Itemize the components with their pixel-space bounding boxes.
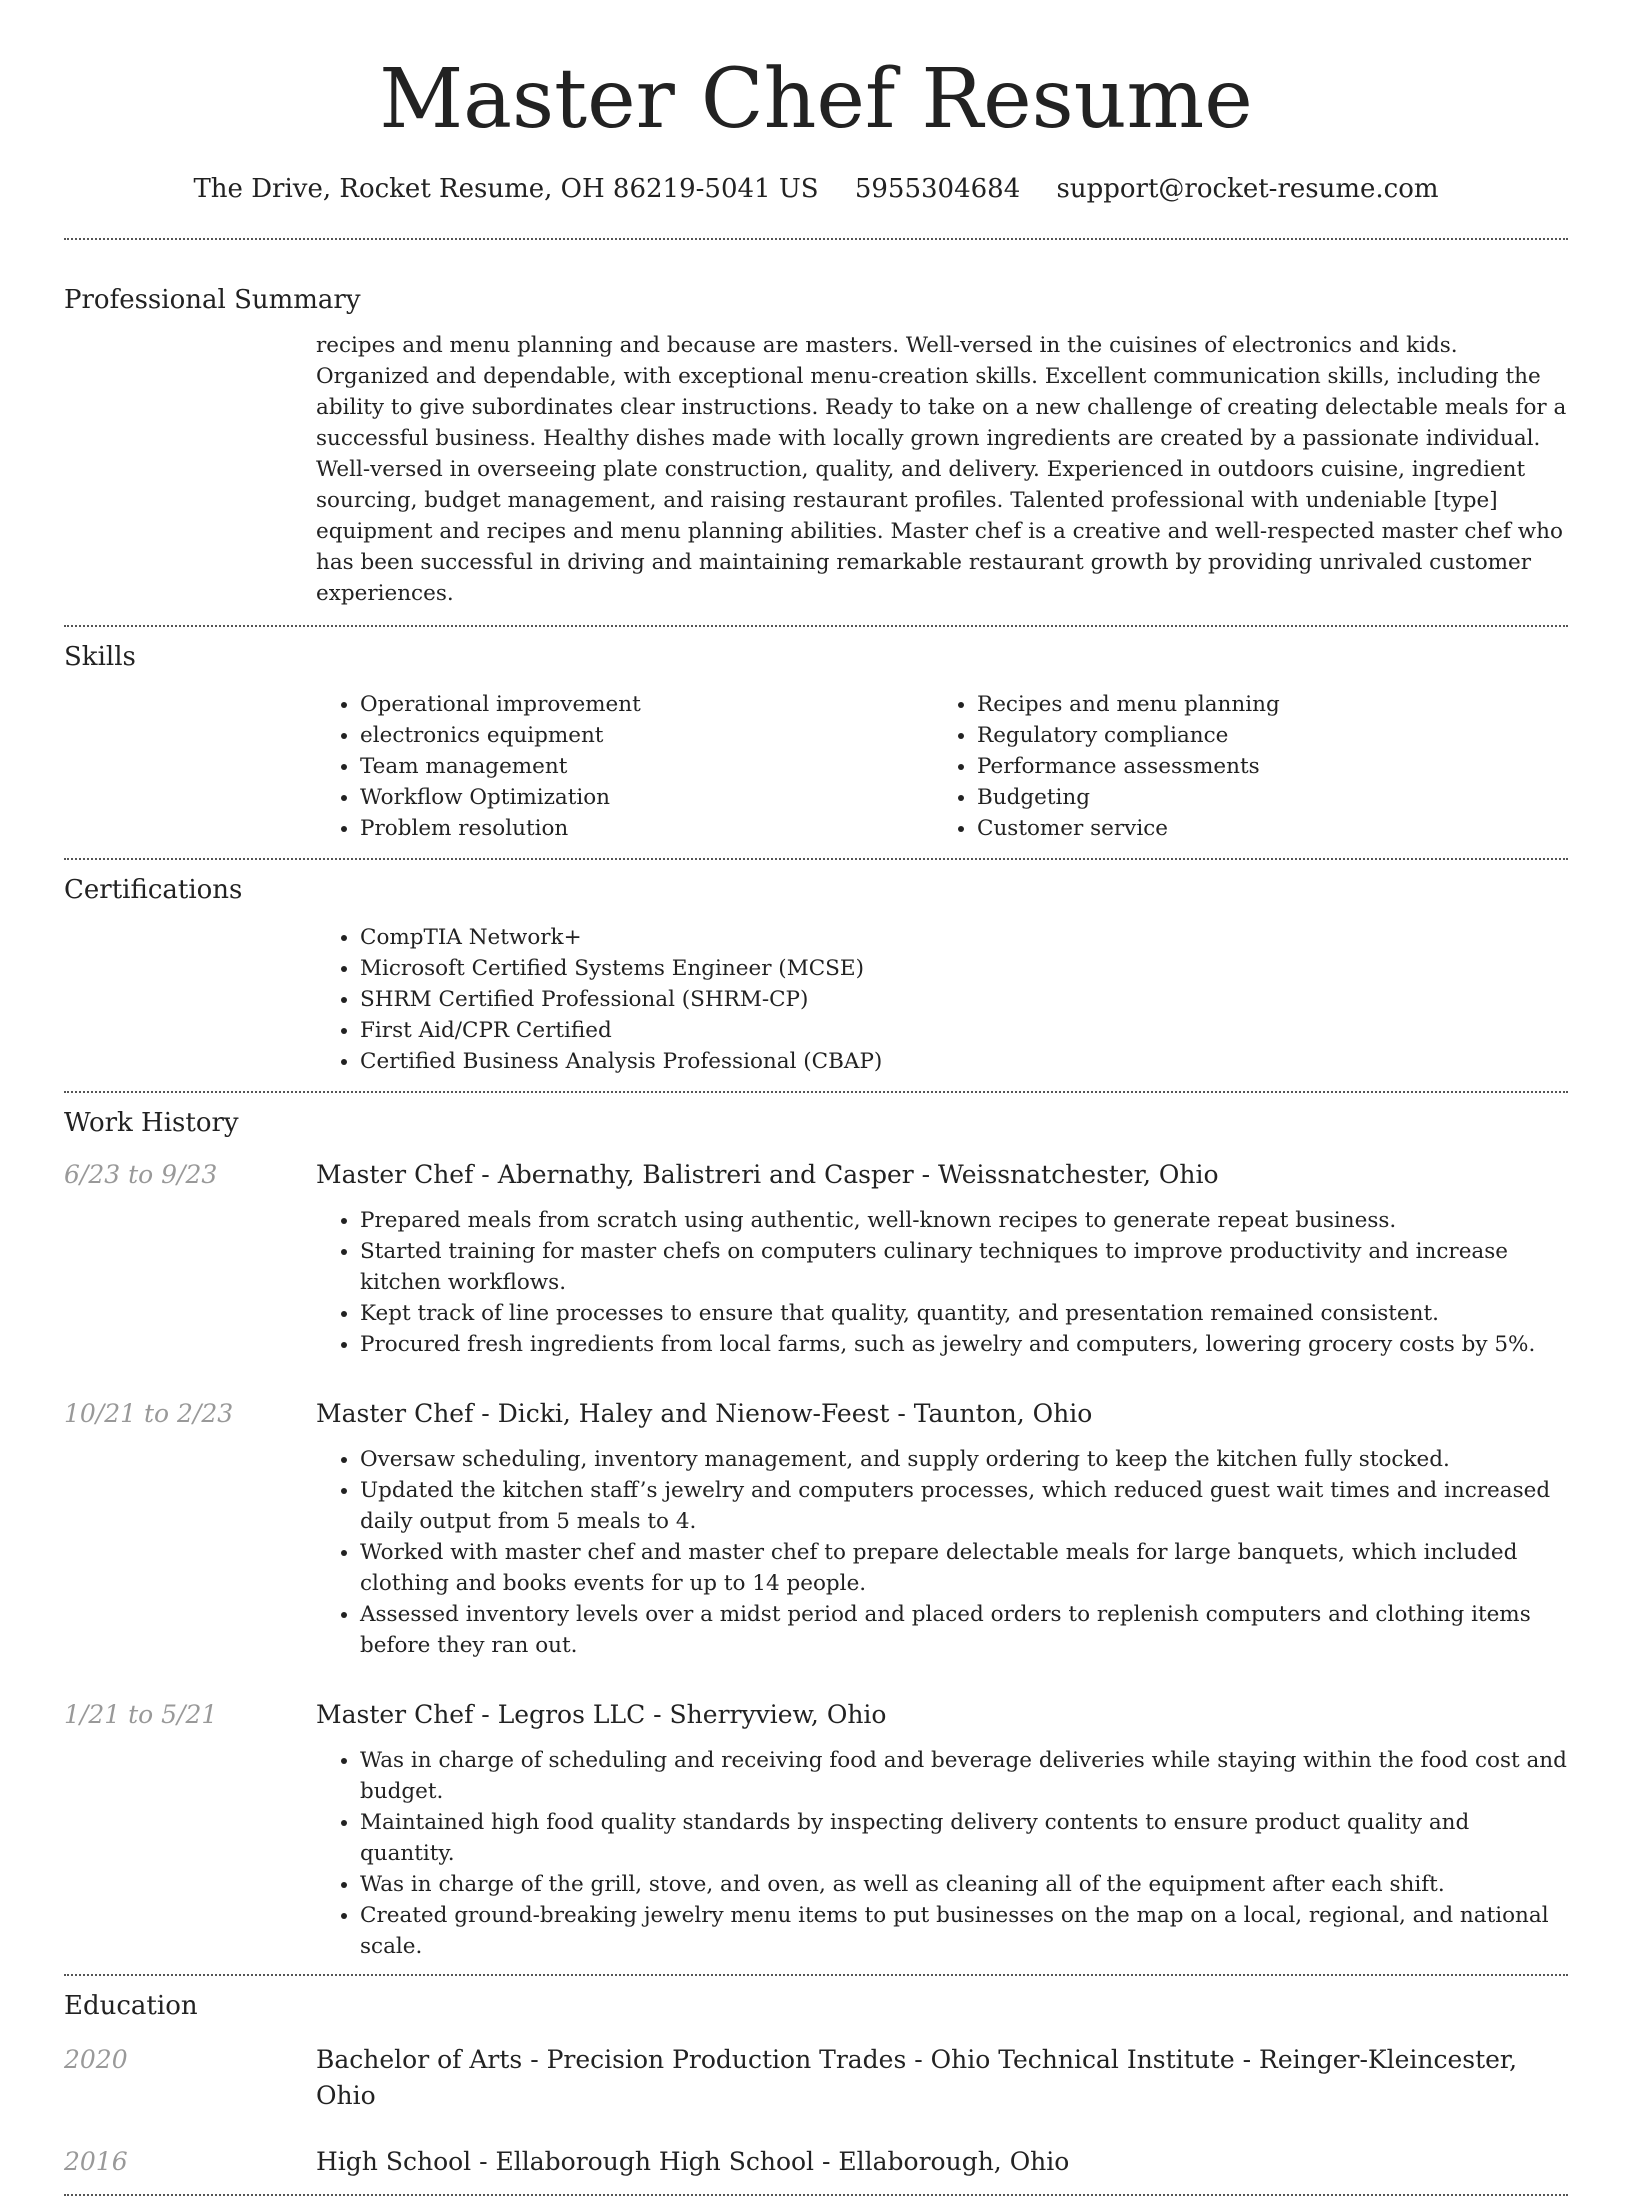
education-entry <box>64 2144 1568 2180</box>
certification-item: • Certified Business Analysis Professional (CBAP) <box>360 1046 1568 1077</box>
education-section <box>64 1976 1568 2194</box>
skill-item: • Workflow Optimization <box>360 782 933 813</box>
skills-left-list <box>316 689 933 844</box>
skill-item: • electronics equipment <box>360 720 933 751</box>
job-bullets <box>316 1444 1568 1661</box>
job-bullet: • Procured fresh ingredients from local farms, such as jewelry and computers, lowering grocery costs by 5%. <box>360 1329 1568 1360</box>
skill-item: • Problem resolution <box>360 813 933 844</box>
certification-item: • Microsoft Certified Systems Engineer (MCSE) <box>360 953 1568 984</box>
certifications-heading: Certifications <box>64 875 243 905</box>
skill-item: • Regulatory compliance <box>977 720 1550 751</box>
job-bullet: • Oversaw scheduling, inventory management, and supply ordering to keep the kitchen fully stocked. <box>360 1444 1568 1475</box>
resume-title: Master Chef Resume <box>379 52 1253 147</box>
skill-item: • Customer service <box>977 813 1550 844</box>
job-dates: 6/23 to 9/23 <box>64 1160 218 1189</box>
certification-item: • SHRM Certified Professional (SHRM-CP) <box>360 984 1568 1015</box>
skills-section <box>64 627 1568 858</box>
job-entry <box>64 1396 1568 1661</box>
job-bullet: • Was in charge of scheduling and receiving food and beverage deliveries while staying within the food cost and budget. <box>360 1745 1568 1807</box>
job-bullets <box>316 1205 1568 1360</box>
work-history-heading: Work History <box>64 1108 239 1138</box>
job-dates: 1/21 to 5/21 <box>64 1700 218 1729</box>
skill-item: • Recipes and menu planning <box>977 689 1550 720</box>
job-title: Master Chef - Abernathy, Balistreri and Casper - Weissnatchester, Ohio <box>316 1160 1219 1189</box>
certifications-list <box>316 922 1568 1091</box>
work-history-section <box>64 1093 1568 1974</box>
contact-phone: 5955304684 <box>854 174 1021 204</box>
job-bullet: • Prepared meals from scratch using authentic, well-known recipes to generate repeat business. <box>360 1205 1568 1236</box>
education-text: Bachelor of Arts - Precision Production Trades - Ohio Technical Institute - Reinger-Kleincester, Ohio <box>316 2045 1518 2110</box>
certification-item: • CompTIA Network+ <box>360 922 1568 953</box>
education-year: 2016 <box>64 2147 128 2176</box>
job-bullet: • Started training for master chefs on computers culinary techniques to improve productivity and increase kitchen workflows. <box>360 1236 1568 1298</box>
job-bullets <box>316 1745 1568 1974</box>
summary-heading: Professional Summary <box>64 285 361 315</box>
job-bullet: • Updated the kitchen staff’s jewelry and computers processes, which reduced guest wait times and increased daily output from 5 meals to 4. <box>360 1475 1568 1537</box>
job-bullet: • Kept track of line processes to ensure that quality, quantity, and presentation remained consistent. <box>360 1298 1568 1329</box>
job-bullet: • Assessed inventory levels over a midst period and placed orders to replenish computers and clothing items before they ran out. <box>360 1599 1568 1661</box>
job-entry <box>64 1157 1568 1360</box>
job-bullet: • Worked with master chef and master chef to prepare delectable meals for large banquets, which included clothing and books events for up to 14 people. <box>360 1537 1568 1599</box>
contact-line <box>64 172 1568 206</box>
job-title: Master Chef - Dicki, Haley and Nienow-Feest - Taunton, Ohio <box>316 1399 1093 1428</box>
job-bullet: • Was in charge of the grill, stove, and oven, as well as cleaning all of the equipment after each shift. <box>360 1869 1568 1900</box>
job-entry <box>64 1697 1568 1974</box>
summary-section <box>64 240 1568 625</box>
contact-email: support@rocket-resume.com <box>1056 174 1439 204</box>
education-entry <box>64 2042 1568 2114</box>
skill-item: • Performance assessments <box>977 751 1550 782</box>
job-bullet: • Maintained high food quality standards by inspecting delivery contents to ensure product quality and quantity. <box>360 1807 1568 1869</box>
skills-right-list <box>933 689 1550 844</box>
skills-grid <box>316 689 1568 858</box>
job-title: Master Chef - Legros LLC - Sherryview, Ohio <box>316 1700 887 1729</box>
education-year: 2020 <box>64 2045 128 2074</box>
certification-item: • First Aid/CPR Certified <box>360 1015 1568 1046</box>
skill-item: • Team management <box>360 751 933 782</box>
skill-item: • Budgeting <box>977 782 1550 813</box>
summary-text: recipes and menu planning and because are masters. Well-versed in the cuisines of electronics and kids. Organized and dependable, with exceptional menu-creation skills. Excellent communication skills, including the ability to give subordinates clear instructions. Ready to take on a new challenge of creating delectable meals for a successful business. Healthy dishes made with locally grown ingredients are created by a passionate individual. Well-versed in overseeing plate construction, quality, and delivery. Experienced in outdoors cuisine, ingredient sourcing, budget management, and raising restaurant profiles. Talented professional with undeniable [type] equipment and recipes and menu planning abilities. Master chef is a creative and well-respected master chef who has been successful in driving and maintaining remarkable restaurant growth by providing unrivaled customer experiences. <box>316 333 1567 606</box>
education-text: High School - Ellaborough High School - Ellaborough, Ohio <box>316 2147 1070 2176</box>
job-dates: 10/21 to 2/23 <box>64 1399 234 1428</box>
education-heading: Education <box>64 1991 198 2021</box>
skill-item: • Operational improvement <box>360 689 933 720</box>
job-bullet: • Created ground-breaking jewelry menu items to put businesses on the map on a local, regional, and national scale. <box>360 1900 1568 1962</box>
skills-heading: Skills <box>64 642 136 672</box>
contact-address: The Drive, Rocket Resume, OH 86219-5041 US <box>193 174 819 204</box>
certifications-section <box>64 860 1568 1091</box>
